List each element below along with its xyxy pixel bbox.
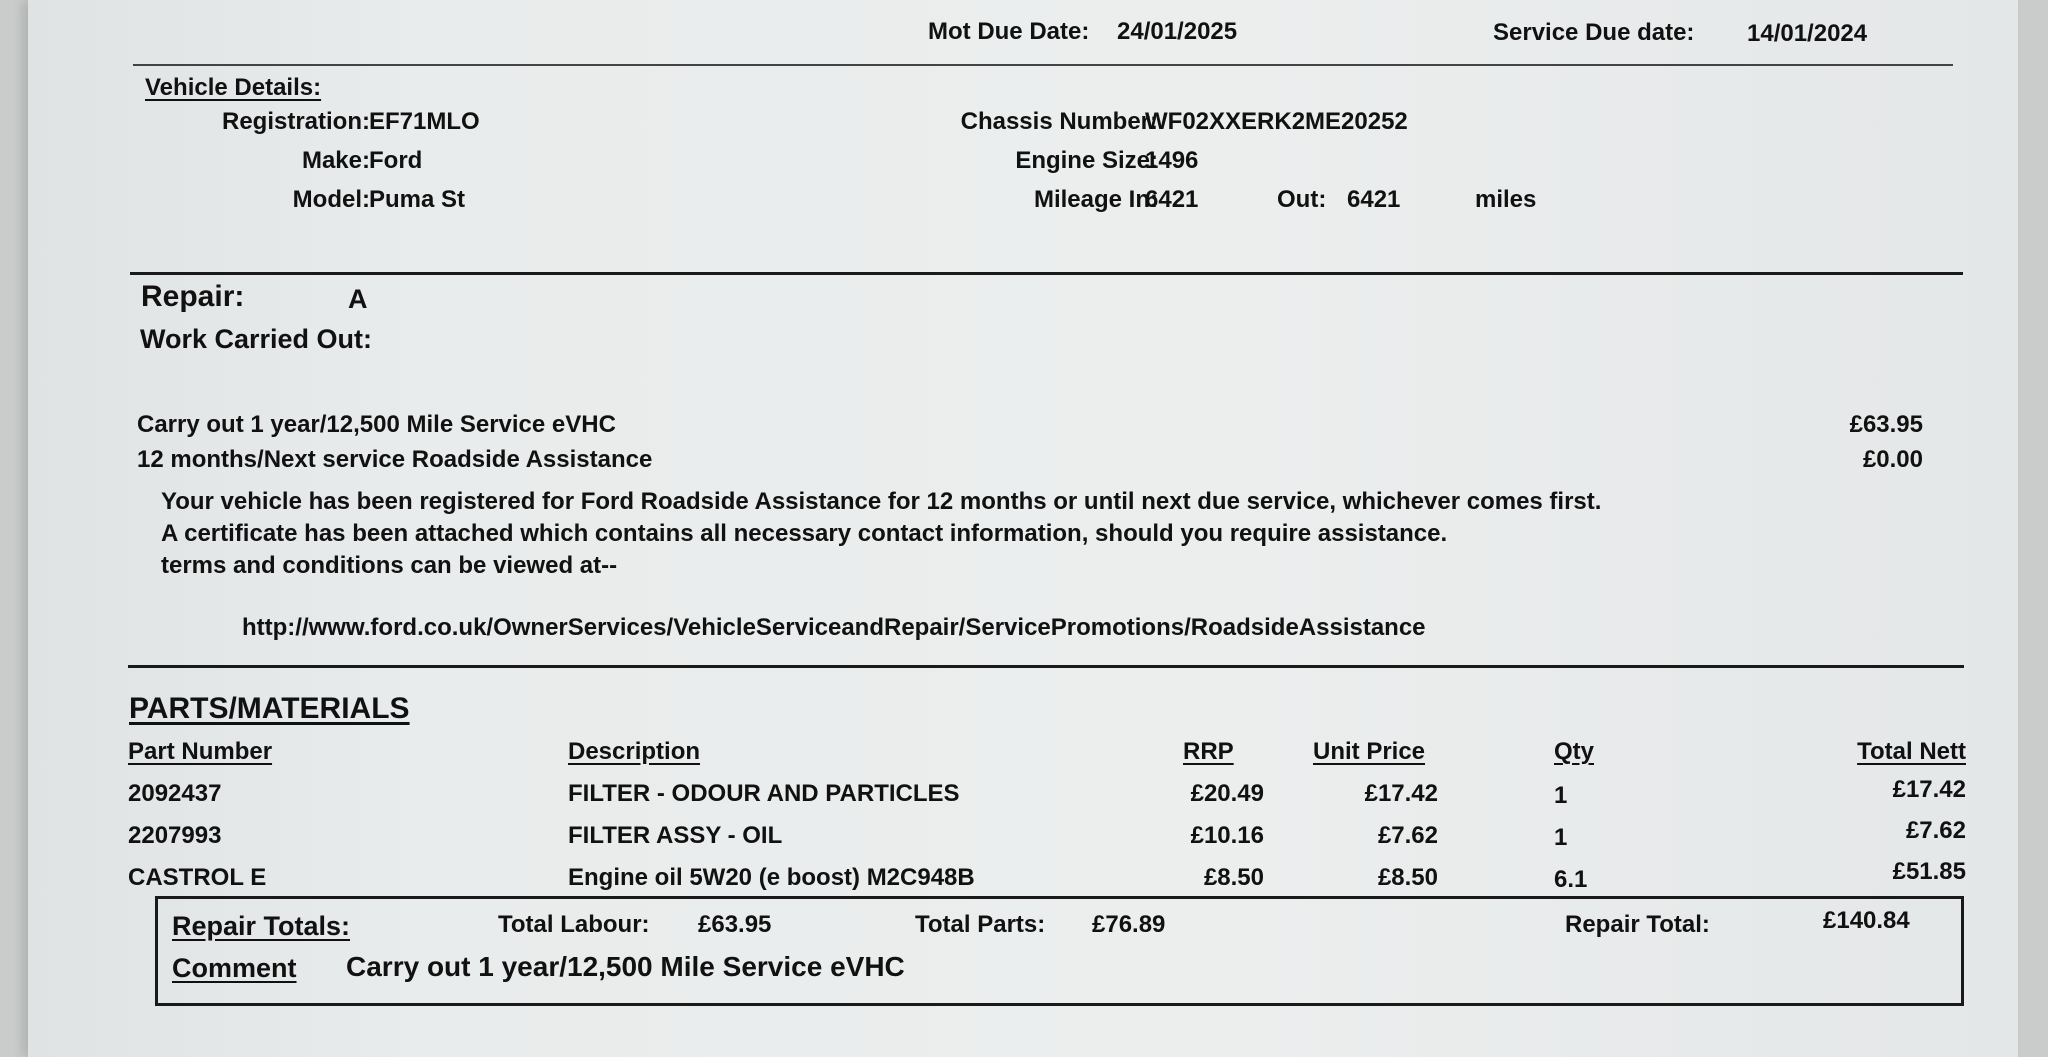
- total-labour-label: Total Labour:: [498, 911, 650, 938]
- total-parts-label: Total Parts:: [915, 911, 1046, 938]
- part-row-1-qty: 1: [1554, 782, 1568, 809]
- mot-due-label: Mot Due Date:: [928, 18, 1090, 45]
- comment-label: Comment: [172, 953, 297, 983]
- repair-code: A: [348, 284, 368, 314]
- part-row-2-description: FILTER ASSY - OIL: [568, 822, 783, 849]
- repair-totals-box: [155, 896, 1964, 1006]
- mileage-out-value: 6421: [1347, 186, 1401, 213]
- repair-section-divider: [128, 665, 1964, 668]
- vehicle-details-title: Vehicle Details:: [145, 74, 322, 101]
- make-value: Ford: [369, 147, 423, 174]
- part-row-2-total: £7.62: [1905, 817, 1966, 844]
- col-total-nett: Total Nett: [1857, 738, 1966, 765]
- roadside-note-line-1: Your vehicle has been registered for Ford Roadside Assistance for 12 months or until next due service, whichever comes first.: [161, 488, 1602, 515]
- col-unit-price: Unit Price: [1313, 738, 1426, 765]
- engine-size-label: Engine Size:: [1015, 147, 1158, 174]
- roadside-note-line-3: terms and conditions can be viewed at--: [161, 552, 618, 579]
- part-row-3-description: Engine oil 5W20 (e boost) M2C948B: [568, 864, 975, 891]
- part-row-3-qty: 6.1: [1554, 866, 1588, 893]
- part-row-1-rrp: £20.49: [1190, 780, 1264, 807]
- total-labour-value: £63.95: [698, 911, 772, 938]
- part-row-1-description: FILTER - ODOUR AND PARTICLES: [568, 780, 960, 807]
- registration-label: Registration:: [221, 108, 370, 135]
- header-divider: [133, 64, 1953, 66]
- part-row-2-rrp: £10.16: [1190, 822, 1264, 849]
- part-row-1-unit-price: £17.42: [1364, 780, 1438, 807]
- col-part-number: Part Number: [128, 738, 273, 765]
- work-item-2-amount: £0.00: [1862, 446, 1923, 473]
- col-qty: Qty: [1554, 738, 1595, 765]
- repair-total-label: Repair Total:: [1565, 911, 1710, 938]
- mileage-in-value: 6421: [1145, 186, 1199, 213]
- part-row-3-number: CASTROL E: [128, 864, 267, 891]
- total-parts-value: £76.89: [1092, 911, 1166, 938]
- col-rrp: RRP: [1183, 738, 1234, 765]
- repair-label: Repair:: [141, 280, 245, 313]
- chassis-label: Chassis Number:: [960, 108, 1158, 135]
- roadside-terms-url[interactable]: http://www.ford.co.uk/OwnerServices/VehicleServiceandRepair/ServicePromotions/RoadsideAssistance: [242, 614, 1426, 641]
- mileage-unit: miles: [1475, 186, 1537, 213]
- mileage-in-label: Mileage In:: [1033, 186, 1158, 213]
- service-due-label: Service Due date:: [1493, 19, 1695, 46]
- comment-text: Carry out 1 year/12,500 Mile Service eVHC: [346, 951, 905, 982]
- work-carried-out-label: Work Carried Out:: [140, 324, 373, 354]
- model-label: Model:: [292, 186, 370, 213]
- parts-materials-title: PARTS/MATERIALS: [129, 692, 410, 725]
- repair-total-value: £140.84: [1823, 907, 1910, 934]
- work-item-1: Carry out 1 year/12,500 Mile Service eVHC: [137, 411, 616, 438]
- part-row-1-number: 2092437: [128, 780, 222, 807]
- invoice-page: [28, 0, 2018, 1057]
- part-row-1-total: £17.42: [1892, 776, 1966, 803]
- col-description: Description: [568, 738, 701, 765]
- work-item-2: 12 months/Next service Roadside Assistance: [137, 446, 653, 473]
- part-row-2-qty: 1: [1554, 824, 1568, 851]
- part-row-3-total: £51.85: [1892, 858, 1966, 885]
- service-due-value: 14/01/2024: [1747, 20, 1868, 47]
- part-row-2-number: 2207993: [128, 822, 222, 849]
- engine-size-value: 1496: [1145, 147, 1199, 174]
- repair-totals-label: Repair Totals:: [172, 911, 351, 941]
- part-row-3-unit-price: £8.50: [1377, 864, 1438, 891]
- part-row-3-rrp: £8.50: [1203, 864, 1264, 891]
- part-row-2-unit-price: £7.62: [1377, 822, 1438, 849]
- chassis-value: WF02XXERK2ME20252: [1145, 108, 1408, 135]
- model-value: Puma St: [369, 186, 466, 213]
- make-label: Make:: [301, 147, 370, 174]
- mot-due-value: 24/01/2025: [1117, 18, 1238, 45]
- vehicle-section-divider: [130, 272, 1963, 275]
- work-item-1-amount: £63.95: [1849, 411, 1923, 438]
- roadside-note-line-2: A certificate has been attached which contains all necessary contact information, should you require assistance.: [161, 520, 1448, 547]
- registration-value: EF71MLO: [369, 108, 480, 135]
- mileage-out-label: Out:: [1277, 186, 1327, 213]
